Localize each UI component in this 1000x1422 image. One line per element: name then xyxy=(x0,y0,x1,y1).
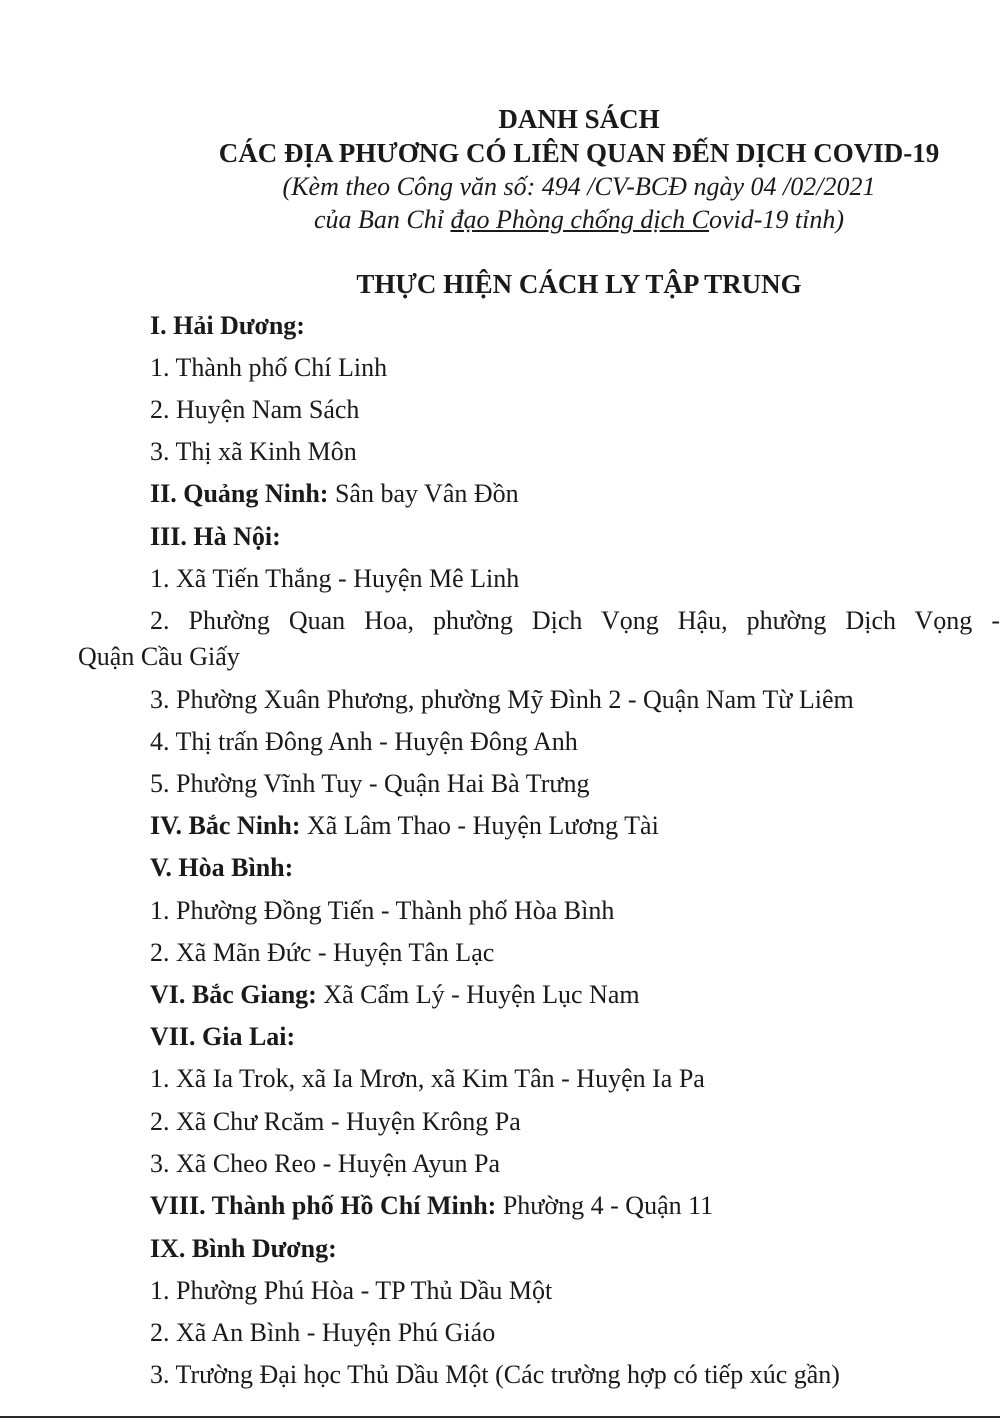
list-item-continuation: Quận Cầu Giấy xyxy=(78,642,240,671)
region-name: VII. Gia Lai: xyxy=(150,1022,296,1051)
reference-text-a: của Ban Chỉ xyxy=(313,205,451,234)
region-heading-ho-chi-minh xyxy=(150,1193,713,1219)
reference-text-c: ovid-19 tỉnh) xyxy=(709,205,845,234)
region-name: VIII. Thành phố Hồ Chí Minh: xyxy=(150,1191,497,1220)
list-item: 2. Xã Mãn Đức - Huyện Tân Lạc xyxy=(150,938,495,967)
region-name: I. Hải Dương: xyxy=(150,311,305,340)
region-heading-binh-duong xyxy=(150,1236,337,1262)
list-item: 4. Thị trấn Đông Anh - Huyện Đông Anh xyxy=(150,727,578,756)
list-item: 1. Xã Ia Trok, xã Ia Mrơn, xã Kim Tân - Huyện Ia Pa xyxy=(150,1064,705,1093)
reference-line-1: (Kèm theo Công văn số: 494 /CV-BCĐ ngày 04 /02/2021 xyxy=(282,172,876,201)
list-item: 3. Phường Xuân Phương, phường Mỹ Đình 2 - Quận Nam Từ Liêm xyxy=(150,685,854,714)
region-name: IV. Bắc Ninh: xyxy=(150,811,301,840)
document-subtitle: CÁC ĐỊA PHƯƠNG CÓ LIÊN QUAN ĐẾN DỊCH COVID-19 xyxy=(218,138,940,168)
reference-line-2 xyxy=(0,207,1000,233)
region-name: V. Hòa Bình: xyxy=(150,853,294,882)
list-item: 3. Thị xã Kinh Môn xyxy=(150,437,357,466)
region-name: VI. Bắc Giang: xyxy=(150,980,317,1009)
list-item: 1. Xã Tiến Thắng - Huyện Mê Linh xyxy=(150,564,520,593)
region-heading-bac-giang xyxy=(150,982,640,1008)
list-item: 3. Trường Đại học Thủ Dầu Một (Các trường hợp có tiếp xúc gần) xyxy=(150,1360,840,1389)
list-item: 5. Phường Vĩnh Tuy - Quận Hai Bà Trưng xyxy=(150,769,590,798)
page-bottom-divider xyxy=(0,1416,1000,1418)
list-item: 1. Phường Phú Hòa - TP Thủ Dầu Một xyxy=(150,1276,553,1305)
region-heading-ha-noi xyxy=(150,524,281,550)
document-title: DANH SÁCH xyxy=(498,104,660,134)
region-heading-bac-ninh xyxy=(150,813,659,839)
list-item: 2. Xã An Bình - Huyện Phú Giáo xyxy=(150,1318,496,1347)
region-heading-gia-lai xyxy=(150,1024,295,1050)
region-detail: Xã Lâm Thao - Huyện Lương Tài xyxy=(300,811,659,840)
section-title: THỰC HIỆN CÁCH LY TẬP TRUNG xyxy=(356,269,802,299)
region-detail: Phường 4 - Quận 11 xyxy=(496,1191,714,1220)
region-name: IX. Bình Dương: xyxy=(150,1234,337,1263)
region-detail: Xã Cẩm Lý - Huyện Lục Nam xyxy=(316,980,640,1009)
list-item: 2. Huyện Nam Sách xyxy=(150,395,360,424)
reference-text-underlined: đạo Phòng chống dịch C xyxy=(450,205,709,234)
region-heading-quang-ninh xyxy=(150,481,519,507)
region-name: III. Hà Nội: xyxy=(150,522,281,551)
region-name: II. Quảng Ninh: xyxy=(150,479,329,508)
list-item: 2. Phường Quan Hoa, phường Dịch Vọng Hậu, phường Dịch Vọng - xyxy=(150,606,1000,635)
list-item: 1. Phường Đồng Tiến - Thành phố Hòa Bình xyxy=(150,896,615,925)
region-detail: Sân bay Vân Đồn xyxy=(328,479,519,508)
region-heading-hoa-binh xyxy=(150,855,293,881)
list-item: 3. Xã Cheo Reo - Huyện Ayun Pa xyxy=(150,1149,501,1178)
list-item: 1. Thành phố Chí Linh xyxy=(150,353,388,382)
list-item: 2. Xã Chư Rcăm - Huyện Krông Pa xyxy=(150,1107,521,1136)
region-heading-hai-duong xyxy=(150,313,305,339)
